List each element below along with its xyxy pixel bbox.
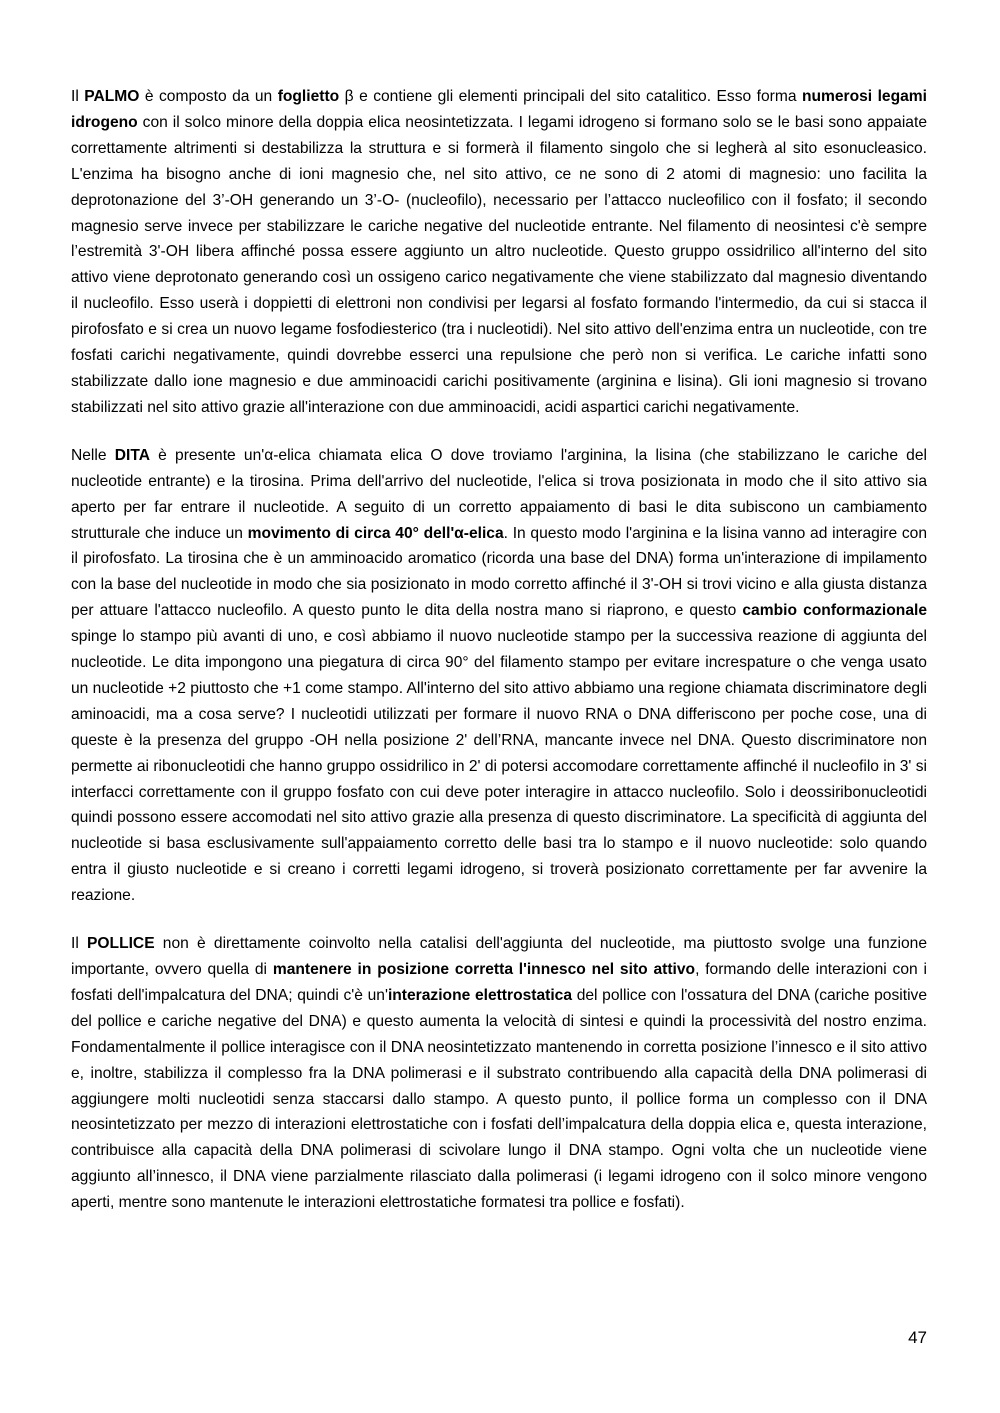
bold-text-run: foglietto xyxy=(277,88,340,105)
bold-text-run: PALMO xyxy=(84,88,140,105)
text-run: è presente un'α-elica chiamata elica O dove troviamo l'arginina, la lisina (che stabilizzano le cariche del nucleotide entrante) e la tirosina. Prima dell'arrivo del nucleotide, l'elica si trova posizionata in modo che il sito attivo sia aperto per far entrare il nucleotide. A seguito di un corretto appaiamento di basi le dita subiscono un cambiamento strutturale che induce un xyxy=(71,446,927,542)
text-run: β e contiene gli elementi principali del sito catalitico. Esso forma xyxy=(339,88,802,105)
text-run: con il solco minore della doppia elica neosintetizzata. I legami idrogeno si formano solo se le basi sono appaiate correttamente altrimenti si destabilizza la struttura e si formerà il filamento singolo che si legherà al sito esonucleasico. L'enzima ha bisogno anche di ioni magnesio che, nel sito attivo, ce ne sono di 2 atomi di magnesio: uno facilita la deprotonazione del 3’-OH generando un 3’-O- (nucleofilo), necessario per l’attacco nucleofilico con il fosfato; il secondo magnesio serve invece per stabilizzare le cariche negative del nucleotide entrante. Nel filamento di neosintesi c'è sempre l’estremità 3'-OH libera affinché possa essere aggiunto un altro nucleotide. Questo gruppo ossidrilico all'interno del sito attivo viene deprotonato generando così un ossigeno carico negativamente che viene stabilizzato dal magnesio diventando il nucleofilo. Esso userà i doppietti di elettroni non condivisi per legarsi al fosfato formando l'intermedio, da cui si stacca il pirofosfato e si crea un nuovo legame fosfodiesterico (tra i nucleotidi). Nel sito attivo dell'enzima entra un nucleotide, con tre fosfati carichi negativamente, quindi dovrebbe esserci una repulsione che però non si verifica. Le cariche infatti sono stabilizzate dallo ione magnesio e due amminoacidi carichi positivamente (arginina e lisina). Gli ioni magnesio si trovano stabilizzati nel sito attivo grazie all'interazione con due amminoacidi, acidi aspartici carichi negativamente. xyxy=(71,113,927,416)
text-run: spinge lo stampo più avanti di uno, e così abbiamo il nuovo nucleotide stampo per la successiva reazione di aggiunta del nucleotide. Le dita impongono una piegatura di circa 90° del filamento stampo per evitare increspature o che venga usato un nucleotide +2 piuttosto che +1 come stampo. All'interno del sito attivo abbiamo una regione chiamata discriminatore degli aminoacidi, ma a cosa serve? I nucleotidi utilizzati per formare il nuovo RNA o DNA differiscono per poche cose, una di queste è la presenza del gruppo -OH nella posizione 2' dell’RNA, mancante invece nel DNA. Questo discriminatore non permette ai ribonucleotidi che hanno gruppo ossidrilico in 2' di potersi accomodare correttamente affinché il nucleofilo in 3' si interfacci correttamente con il gruppo fosfato con cui deve poter interagire in attacco nucleofilo. Solo i deossiribonucleotidi quindi possono essere accomodati nel sito attivo grazie alla presenza di questo discriminatore. La specificità di aggiunta del nucleotide si basa esclusivamente sull'appaiamento corretto delle basi tra lo stampo e il nuovo nucleotide: solo quando entra il giusto nucleotide e si creano i corretti legami idrogeno, si troverà posizionato correttamente per far avvenire la reazione. xyxy=(71,628,928,905)
page-number: 47 xyxy=(908,1328,927,1347)
text-run: Il xyxy=(71,88,85,105)
bold-text-run: POLLICE xyxy=(87,935,155,953)
paragraph-pollice xyxy=(71,931,927,1216)
paragraph-dita xyxy=(71,443,927,909)
bold-text-run: mantenere in posizione corretta l'innesco nel sito attivo xyxy=(272,961,696,978)
page-content xyxy=(71,84,927,1238)
text-run: Nelle xyxy=(71,446,115,464)
bold-text-run: numerosi legami idrogeno xyxy=(71,88,927,131)
text-run: del pollice con l'ossatura del DNA (cariche positive del pollice e cariche negative del DNA) e questo aumenta la velocità di sintesi e quindi la processività del nostro enzima. Fondamentalmente il pollice interagisce con il DNA neosintetizzato mantenendo in corretta posizione l’innesco e il sito attivo e, inoltre, stabilizza il complesso fra la DNA polimerasi e il substrato contribuendo alla capacità della DNA polimerasi di aggiungere molti nucleotidi senza staccarsi dallo stampo. A questo punto, il pollice forma un complesso con il DNA neosintetizzato per mezzo di interazioni elettrostatiche con i fosfati dell’impalcatura della doppia elica e, questa interazione, contribuisce alla capacità della DNA polimerasi di scivolare lungo il DNA stampo. Ogni volta che un nucleotide viene aggiunto all’innesco, il DNA viene parzialmente rilasciato dalla polimerasi (i legami idrogeno con il solco minore vengono aperti, mentre sono mantenute le interazioni elettrostatiche formatesi tra pollice e fosfati). xyxy=(71,986,928,1212)
text-run: Il xyxy=(71,935,88,953)
text-run: , formando delle interazioni con i fosfati dell'impalcatura del DNA; quindi c'è un' xyxy=(71,961,927,1004)
text-run: . In questo modo l'arginina e la lisina vanno ad interagire con il pirofosfato. La tirosina che è un amminoacido aromatico (ricorda una base del DNA) forma un'interazione di impilamento con la base del nucleotide in modo che sia posizionato in modo corretto affinché il 3'-OH si trovi vicino e alla giusta distanza per attuare l'attacco nucleofilo. A questo punto le dita della nostra mano si riaprono, e questo xyxy=(71,524,928,620)
bold-text-run: movimento di circa 40° dell'α-elica xyxy=(247,524,504,542)
text-run: non è direttamente coinvolto nella catalisi dell'aggiunta del nucleotide, ma piuttosto svolge una funzione importante, ovvero quella di xyxy=(71,935,927,978)
bold-text-run: cambio conformazionale xyxy=(742,602,927,620)
bold-text-run: interazione elettrostatica xyxy=(387,986,573,1004)
text-run: è composto da un xyxy=(139,88,278,105)
paragraph-palmo xyxy=(71,84,927,421)
bold-text-run: DITA xyxy=(114,446,150,464)
